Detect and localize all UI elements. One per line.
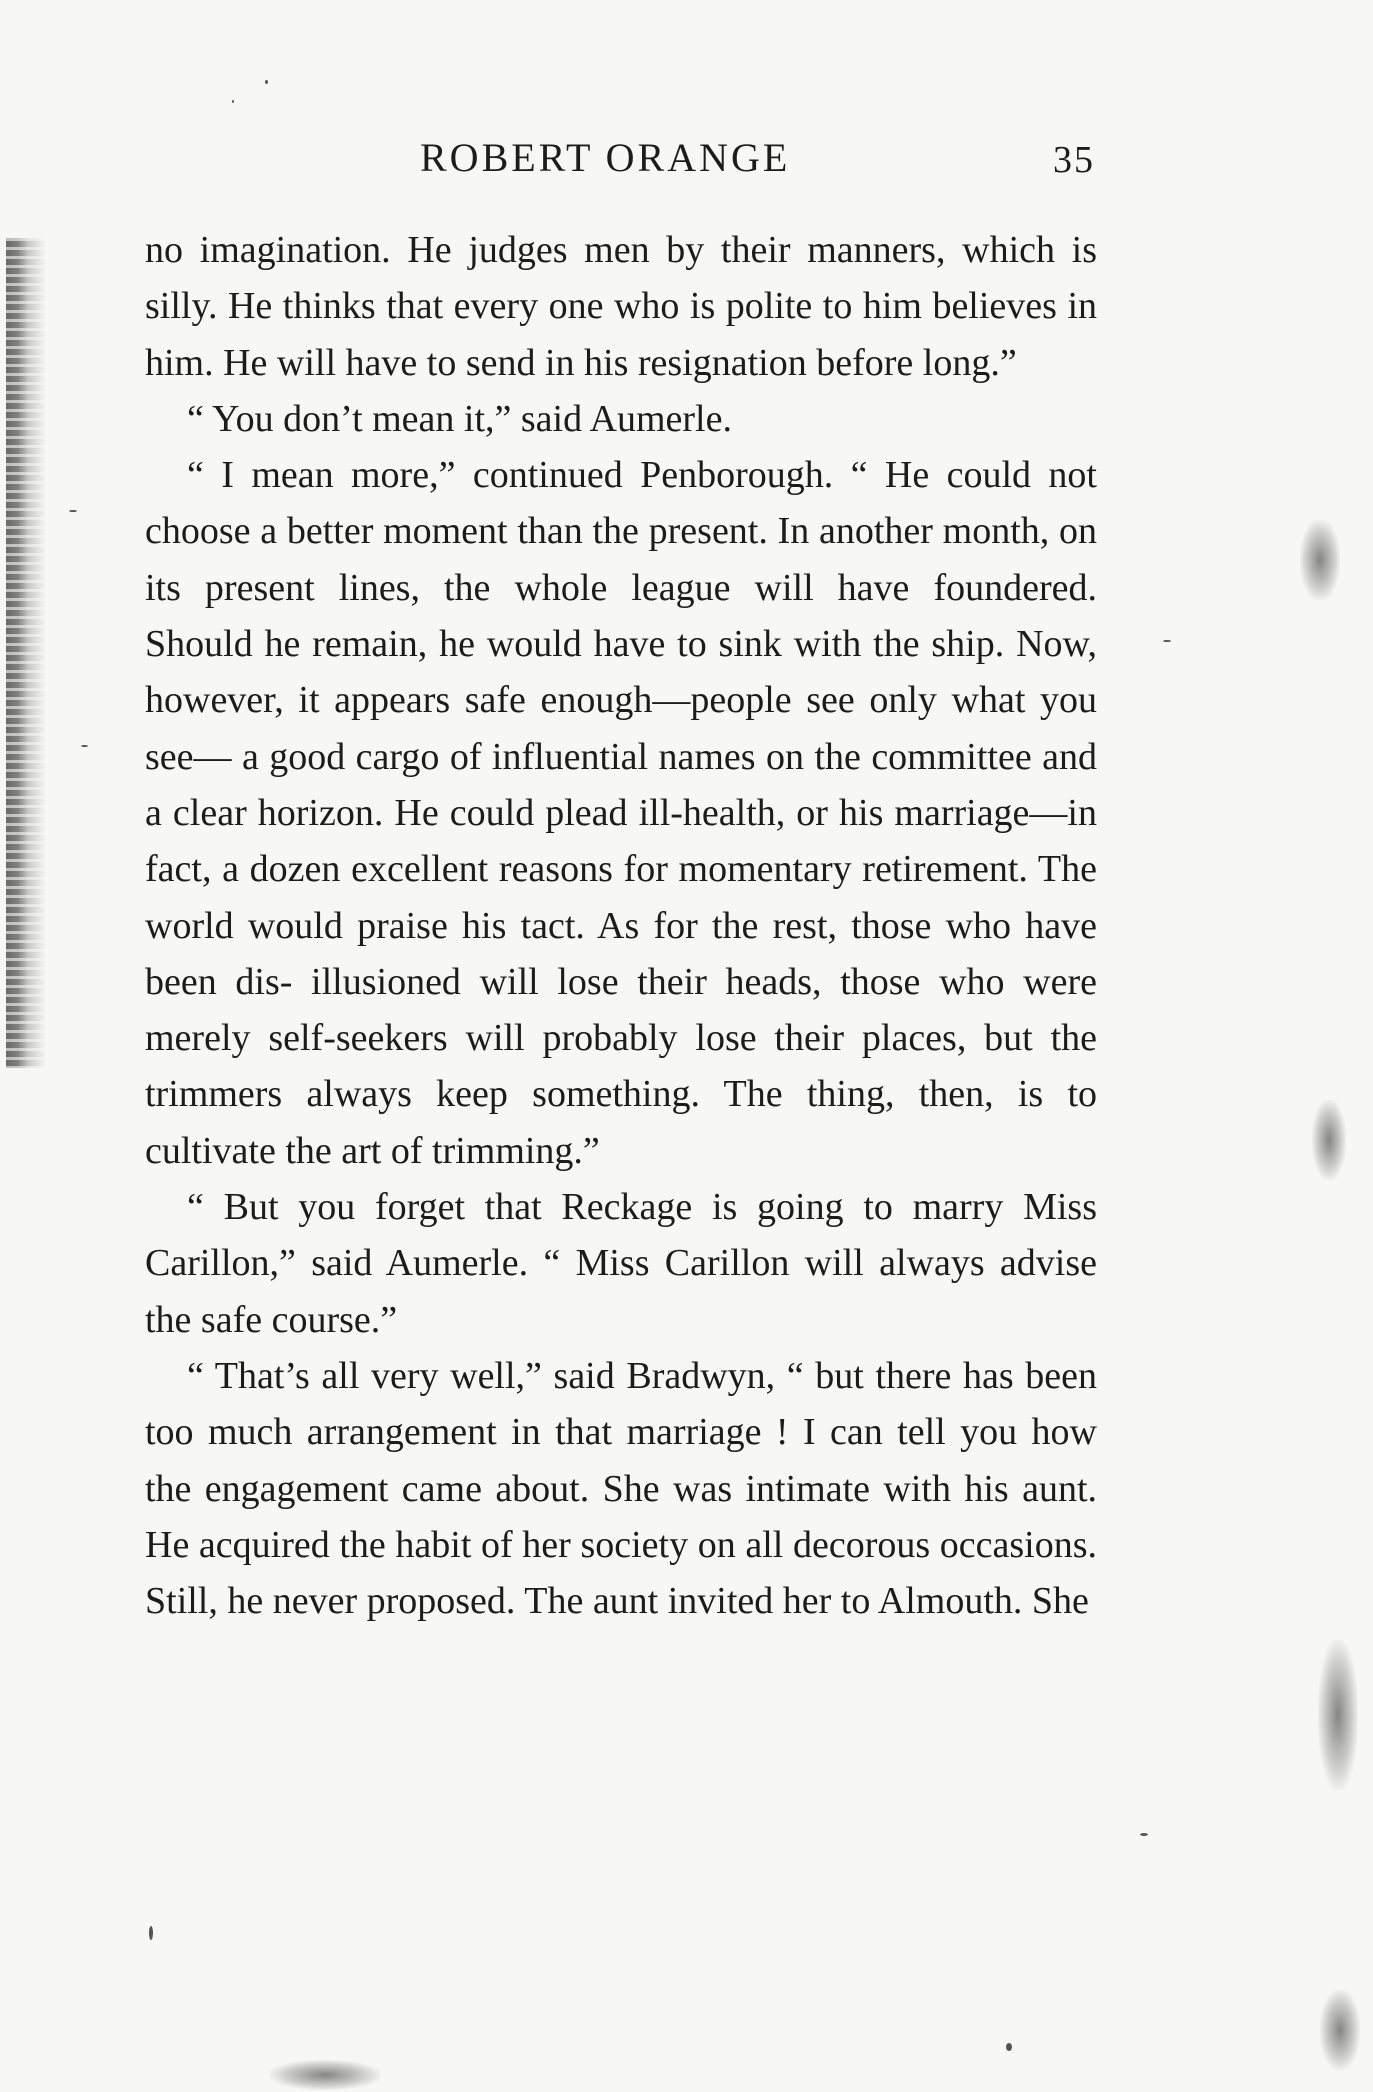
scan-speck	[69, 510, 77, 512]
running-title: ROBERT ORANGE	[420, 135, 791, 180]
paragraph-continuation: no imagination. He judges men by their manners, which is silly. He thinks that every one who is polite to him believes in him. He will have to send in his resignation before long.”	[145, 229, 1097, 384]
scan-speck	[1140, 1833, 1148, 1836]
body-text	[145, 222, 1097, 1629]
scan-speck	[265, 80, 268, 84]
scan-speck	[149, 1926, 153, 1940]
binding-shadow	[6, 238, 46, 1068]
paragraph: “ That’s all very well,” said Bradwyn, “ but there has been too much arrangement in that marriage ! I can tell you how the engagement came about. She was intimate with his aunt. He acquired the habit of her society on all decorous occasions. Still, he never proposed. The aunt invited her to Almouth. She	[145, 1354, 1097, 1623]
scan-smudge	[1318, 1640, 1358, 1790]
page-number: 35	[1053, 139, 1095, 181]
paragraph: “ You don’t mean it,” said Aumerle.	[187, 397, 732, 440]
scan-smudge	[1312, 1100, 1346, 1180]
scan-speck	[81, 745, 88, 747]
scan-speck	[232, 100, 234, 103]
paragraph: “ I mean more,” continued Penborough. “ He could not choose a better moment than the present. In another month, on its present lines, the whole league will have foundered. Should he remain, he would have to sink with the ship. Now, however, it appears safe enough—people see only what you see— a good cargo of influential names on the committee and a clear horizon. He could plead ill-health, or his marriage—in fact, a dozen excellent reasons for momentary retirement. The world would praise his tact. As for the rest, those who have been dis- illusioned will lose their heads, those who were merely self-seekers will probably lose their places, but the trimmers always keep something. The thing, then, is to cultivate the art of trimming.”	[145, 454, 1097, 1172]
scan-speck	[1163, 640, 1171, 642]
scan-smudge	[1320, 1990, 1360, 2070]
scan-smudge	[270, 2060, 380, 2090]
scan-speck	[1006, 2043, 1012, 2051]
running-head	[145, 128, 1095, 188]
paragraph: “ But you forget that Reckage is going to marry Miss Carillon,” said Aumerle. “ Miss Carillon will always advise the safe course.”	[145, 1186, 1097, 1341]
scan-smudge	[1300, 520, 1340, 600]
